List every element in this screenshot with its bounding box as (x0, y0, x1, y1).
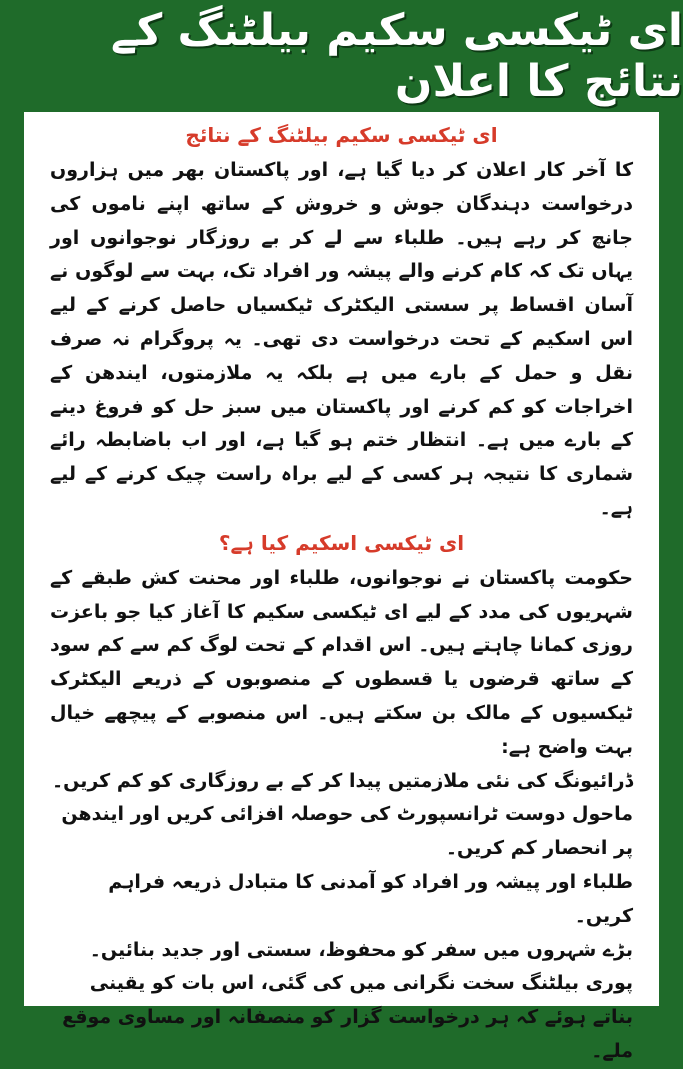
paragraph-what-is: حکومت پاکستان نے نوجوانوں، طلباء اور محنت کش طبقے کے شہریوں کی مدد کے لیے ای ٹیکسی سکیم کا آغاز کیا جو باعزت روزی کمانا چاہتے ہیں۔ اس اقدام کے تحت لوگ کم سے کم سود کے ساتھ قرضوں یا قسطوں کے منصوبوں کے ذریعے الیکٹرک ٹیکسیوں کے مالک بن سکتے ہیں۔ اس منصوبے کے پیچھے خیال بہت واضح ہے: (50, 566, 633, 758)
list-item: بڑے شہروں میں سفر کو محفوظ، سستی اور جدید بنائیں۔ پوری بیلٹنگ سخت نگرانی میں کی گئی، اس بات کو یقینی بناتے ہوئے کہ ہر درخواست گزار کو منصفانہ اور مساوی موقع ملے۔ (62, 938, 633, 1062)
section-heading-results: ای ٹیکسی سکیم بیلٹنگ کے نتائج (185, 123, 498, 147)
paragraph-results: کا آخر کار اعلان کر دیا گیا ہے، اور پاکستان بھر میں ہزاروں درخواست دہندگان جوش و خروش کے ساتھ اپنے ناموں کی جانچ کر رہے ہیں۔ طلباء سے لے کر بے روزگار نوجوانوں اور یہاں تک کہ کام کرنے والے پیشہ ور افراد تک، بہت سے لوگوں نے آسان اقساط پر سستی الیکٹرک ٹیکسیاں حاصل کرنے کے لیے اس اسکیم کے تحت درخواست دی تھی۔ یہ پروگرام نہ صرف نقل و حمل کے بارے میں ہے بلکہ یہ ملازمتوں، ایندھن کے اخراجات کو کم کرنے اور پاکستان میں سبز حل کو فروغ دینے کے بارے میں ہے۔ انتظار ختم ہو گیا ہے، اور اب باضابطہ رائے شماری کا نتیجہ ہر کسی کے لیے براہ راست چیک کرنے کے لیے ہے۔ (50, 159, 633, 519)
section-heading-what-is: ای ٹیکسی اسکیم کیا ہے؟ (218, 530, 465, 555)
list-item: ماحول دوست ٹرانسپورٹ کی حوصلہ افزائی کریں اور ایندھن پر انحصار کم کریں۔ (61, 803, 633, 860)
list-item: ڈرائیونگ کی نئی ملازمتیں پیدا کر کے بے روزگاری کو کم کریں۔ (51, 769, 633, 792)
goals-list (50, 765, 633, 1069)
article-panel (24, 112, 659, 1062)
page-title: ای ٹیکسی سکیم بیلٹنگ کے نتائج کا اعلان (110, 5, 683, 107)
list-item: طلباء اور پیشہ ور افراد کو آمدنی کا متبادل ذریعہ فراہم کریں۔ (108, 870, 633, 927)
